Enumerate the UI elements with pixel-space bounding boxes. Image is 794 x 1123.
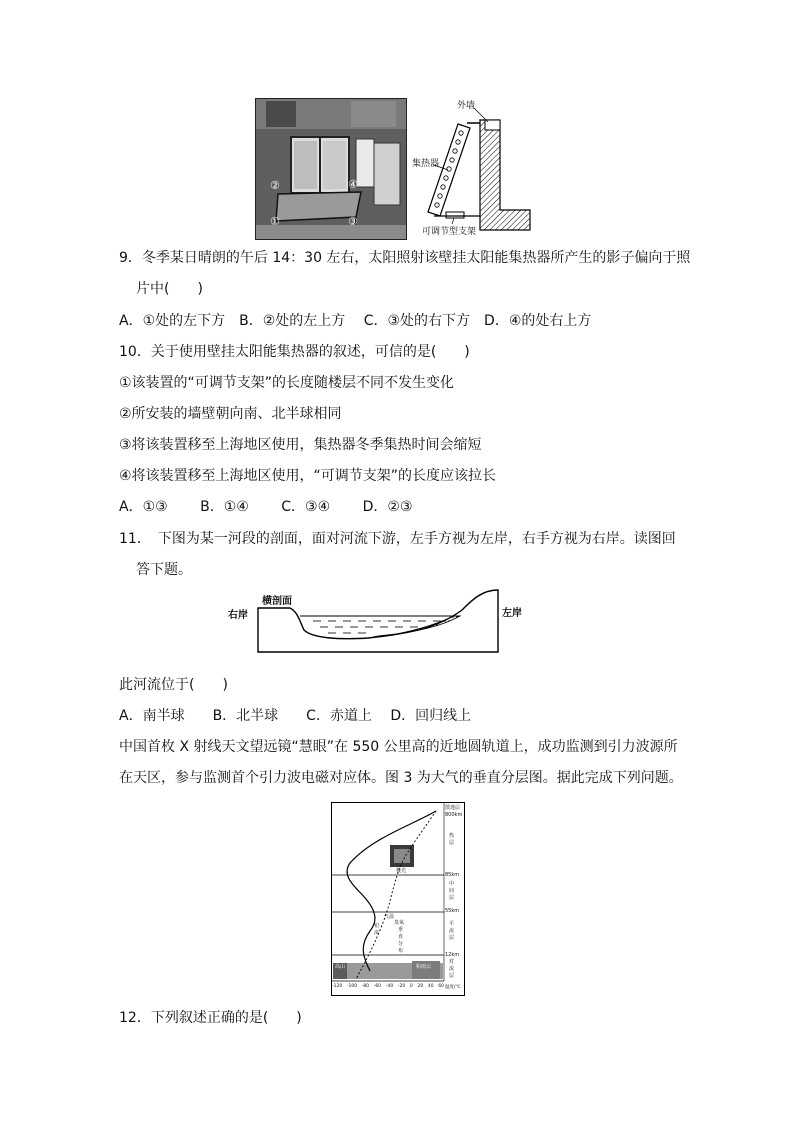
q11-stem-line1: 11． 下图为某一河段的剖面，面对河流下游，左手方视为左岸，右手方视为右岸。读图回 [119,531,676,547]
q9-options: A．①处的左下方 B．②处的左上方 C．③处的右下方 D．④的处右上方 [119,313,592,329]
label-collector: 集热器 [412,159,440,169]
river-right-bank: 右岸 [228,610,248,621]
label-ozone: 臭氧 [394,920,405,926]
label-vertical-distribution: 垂直分布 [398,927,404,954]
x-tick: -60 [373,984,382,989]
x-tick: -80 [361,984,370,989]
label-bracket: 可调节型支架 [422,227,477,237]
q11-options: A．南半球 B．北半球 C．赤道上 D．回归线上 [119,708,472,724]
river-title: 横剖面 [262,596,292,607]
layer-thermosphere: 热层 [449,833,455,846]
q9-stem-line2: 片中( ) [136,281,203,297]
photo-marker-4: ④ [348,178,358,191]
label-outer-wall: 外墙 [457,101,476,111]
x-tick: 40 [427,984,434,989]
atmosphere-drawing [332,803,464,995]
q11-question: 此河流位于( ) [119,677,228,693]
q10-item-2: ②所安装的墙壁朝向南、北半球相同 [119,406,342,422]
height-85km: 85km [445,872,460,878]
photo-marker-2: ② [270,179,280,192]
layer-mesosphere: 中间层 [449,881,455,901]
passage-line2: 在天区，参与监测首个引力波电磁对应体。图 3 为大气的垂直分层图。据此完成下列问题。 [119,770,683,786]
photo-marker-1: ① [270,215,280,228]
height-55km: 55km [445,908,460,914]
q9-stem-line1: 9．冬季某日晴朗的午后 14：30 左右，太阳照射该壁挂太阳能集热器所产生的影子偏向于照 [119,250,691,266]
photo-balcony-collector [255,98,407,240]
x-tick: 60 [438,984,444,989]
label-cumulonimbus: 积雨云 [416,964,432,970]
q10-options: A．①③ B．①④ C．③④ D．②③ [119,499,413,515]
river-left-bank: 左岸 [502,608,522,619]
x-axis-unit: 温度/℃ [445,985,461,990]
label-aurora: 极光 [396,868,407,874]
photo-marker-3: ③ [348,215,358,228]
label-flow: 铝流 [374,923,380,936]
layer-exosphere: 散逸层 [445,805,461,811]
layer-troposphere: 对流层 [449,959,455,979]
q12-stem: 12．下列叙述正确的是( ) [119,1010,302,1026]
label-mountain: 高山 [335,964,346,970]
x-tick: -20 [397,984,406,989]
river-cross-section [228,588,528,656]
layer-stratosphere: 平流层 [449,921,455,941]
wall-diagram [412,98,537,238]
x-tick: 0 [409,984,413,989]
height-12km: 12km [445,952,460,958]
q10-item-3: ③将该装置移至上海地区使用，集热器冬季集热时间会缩短 [119,437,482,453]
x-tick: -40 [385,984,394,989]
x-tick: 20 [417,984,424,989]
height-800km: 800km [445,812,463,818]
x-axis-ticks [332,984,444,989]
q10-stem: 10．关于使用壁挂太阳能集热器的叙述，可信的是( ) [119,344,470,360]
q10-item-1: ①该装置的“可调节支架”的长度随楼层不同不发生变化 [119,375,455,391]
passage-line1: 中国首枚 X 射线天文望远镜“慧眼”在 550 公里高的近地圆轨道上，成功监测到引力波源所 [119,739,678,755]
x-tick: -120 [332,984,343,989]
q11-stem-line2: 答下题。 [136,562,192,578]
x-tick: -100 [346,984,358,989]
q10-item-4: ④将该装置移至上海地区使用，“可调节支架”的长度应该拉长 [119,468,497,484]
atmosphere-figure [331,802,465,996]
label-temperature: 气温 [384,914,395,920]
